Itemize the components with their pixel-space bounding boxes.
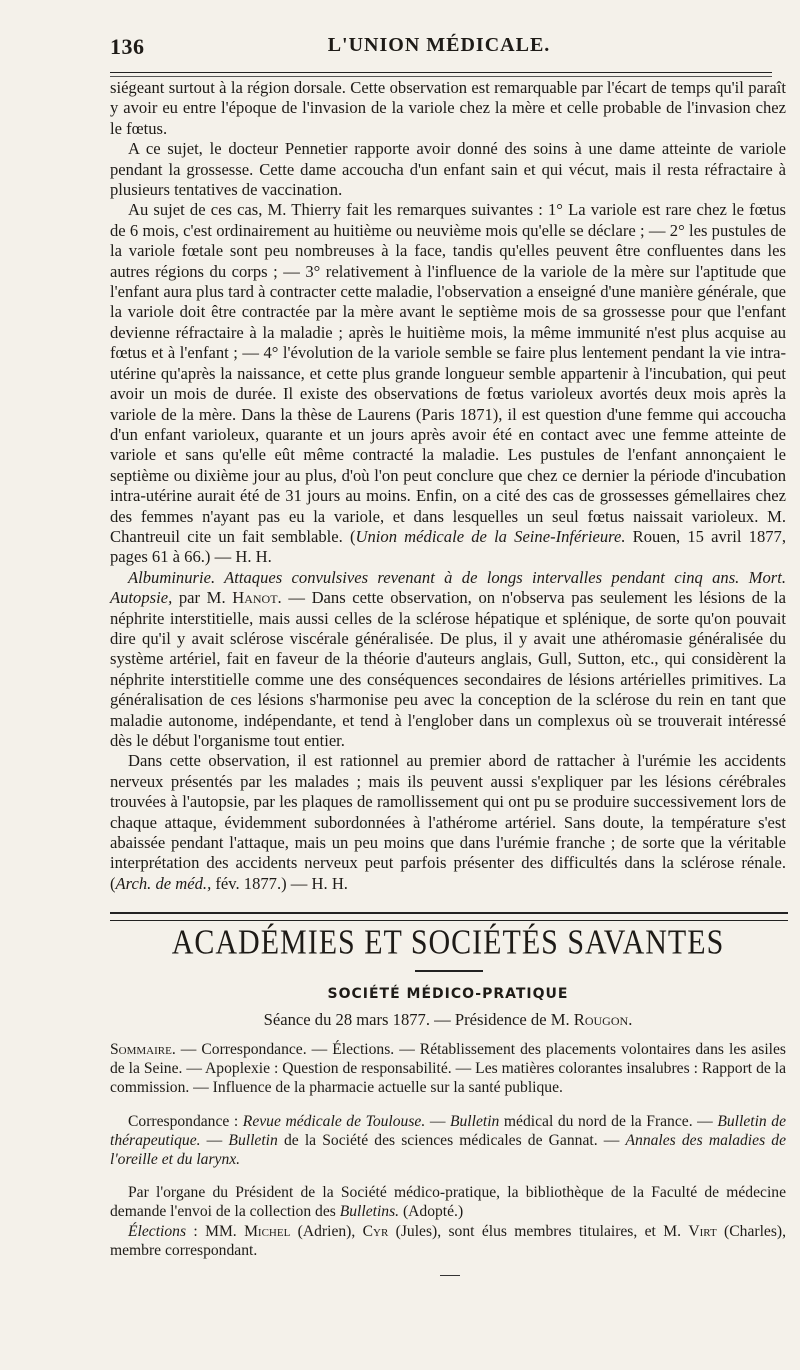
citation: Arch. de méd., [115,873,212,893]
paragraph-text: Par l'organe du Président de la Société médico-pratique, la bibliothèque de la Faculté de médecine demande l'envoi de la collection des [110,1184,786,1221]
corr-item: Bulletin de thérapeutique. [110,1112,787,1149]
header-rule-thin [110,76,772,77]
elections-paragraph [110,1222,786,1260]
sommaire-text: — Correspondance. — Élections. — Rétablissement des placements volontaires dans les asiles de la Seine. — Apoplexie : Question de responsabilité. — Les matières colorantes insalubres : Rapport de la commission. — Influence de la pharmacie actuelle sur la santé publique. [110,1041,786,1097]
section-heading: ACADÉMIES ET SOCIÉTÉS SAVANTES [171,923,725,962]
paragraph [110,200,786,567]
paragraph-text: (Adrien), [290,1222,363,1240]
paragraph [110,751,786,894]
paragraph-text: (Jules), sont élus membres titulaires, et M. [388,1222,689,1240]
paragraph-text: fév. 1877.) — H. H. [211,873,348,893]
paragraph: A ce sujet, le docteur Pennetier rapporte avoir donné des soins à une dame atteinte de variole pendant la grossesse. Cette dame accoucha d'un enfant sain et qui vécut, mais il resta réfractaire à plusieurs tentatives de vaccination. [110,139,786,200]
paragraph-text: Rouen, 15 avril 1877, pages 61 à 66.) — H. H. [110,526,786,567]
elections-label: Élections [128,1222,187,1240]
sommaire-label: Sommaire. [110,1041,176,1058]
end-dash [440,1275,460,1276]
corr-sep: — [200,1131,229,1149]
paragraph-text: Dans cette observation, il est rationnel au premier abord de rattacher à l'urémie les accidents nerveux présentés par les malades ; mais ils peuvent aussi s'expliquer par les lésions cérébrales trouvées à l'autopsie, par les plaques de ramollissement qui ont pu se produire successivement lors de chaque attaque, évidemment subordonnées à l'athérome artériel. Sans doute, la température s'est abaissée pendant l'attaque, mais un peu moins que dans l'urémie franche ; de sorte que la véritable interprétation des accidents nerveux peut parfois présenter des difficultés dans la sclérose rénale. ( [110,751,786,893]
sommaire [110,1040,786,1098]
paragraph-text: Au sujet de ces cas, M. Thierry fait les remarques suivantes : 1° La variole est rare chez le fœtus de 6 mois, c'est ordinairement au huitième ou neuvième mois qu'elle se déclare ; — 2° les pustules de la variole fœtale sont peu nombreuses à la face, tandis qu'elles peuvent être confluentes dans les autres régions du corps ; — 3° relativement à l'influence de la variole de la mère sur l'aptitude que l'enfant aura plus tard à contracter cette maladie, l'observation a enseigné d'une manière générale, que la variole doit être contractée par la mère avant le septième mois de sa grossesse pour que l'enfant devienne réfractaire à la maladie ; après le huitième mois, la même immunité n'est plus acquise au fœtus et à l'enfant ; — 4° l'évolution de la variole semble se faire plus lentement pendant la vie intra-utérine qu'après la naissance, et cette plus grande longueur semble appartenir à l'incubation, qui peut avoir un mois de durée. Il existe des observations de fœtus varioleux avortés deux mois après la variole de la mère. Dans la thèse de Laurens (Paris 1871), il est question d'une femme qui accoucha d'un enfant varioleux, quarante et un jours après avoir été en contact avec une femme atteinte de variole et sans qu'elle eût même contracté la maladie. Les pustules de l'enfant annonçaient le septième ou dixième jour au plus, d'où l'on peut conclure que chez ce dernier la période d'incubation intra-utérine aurait été de 31 jours au moins. Enfin, on a cité des cas de grossesses gémellaires chez des femmes n'ayant pas eu la variole, et dans lesquelles un seul fœtus naissait varioleux. M. Chantreuil cite un fait semblable. ( [110,200,786,546]
author-name: Hanot [232,588,278,608]
paragraph-text: par M. [172,588,233,608]
paragraph-text: . — Dans cette observation, on n'observa pas seulement les lésions de la néphrite interstitielle, mais aussi celles de la sclérose hépatique et splénique, de sorte qu'on pouvait dire qu'il y avait sclérose viscérale généralisée. De plus, il y avait une athéromasie généralisée du système artériel, fait en faveur de la théorie d'auteurs anglais, Gull, Sutton, etc., qui considèrent la néphrite interstitielle comme une des conséquences secondaires de lésions artérielles primitives. La généralisation de ces lésions s'harmonise peu avec la conception de la sclérose du rein en tant que maladie autonome, indépendante, et tend à l'englober dans un complexus où se trouverait intéressé dès le début l'organisme tout entier. [110,588,786,750]
society-name: SOCIÉTÉ MÉDICO-PRATIQUE [327,986,569,1002]
page-number: 136 [110,34,145,59]
minutes-body [110,1040,786,1260]
correspondance [110,1112,786,1170]
article-title: Albuminurie. Attaques convulsives revenant à de longs intervalles pendant cinq ans. Mort. Autopsie, [110,567,786,608]
running-head [110,34,768,64]
short-rule [415,970,483,972]
bulletins-italic: Bulletins. [339,1203,400,1221]
corr-item: Revue médicale de Toulouse. [242,1112,426,1130]
section-rule [110,912,788,921]
president-name: Rougon [573,1010,629,1029]
member-name: Cyr [362,1222,389,1240]
paragraph: siégeant surtout à la région dorsale. Cette observation est remarquable par l'écart de temps qu'il paraît y avoir eu entre l'époque de l'invasion de la variole chez la mère et celle probable de l'invasion chez le fœtus. [110,78,786,138]
corr-label: Correspondance : [128,1112,243,1130]
paragraph-text: (Adopté.) [399,1203,464,1221]
header-rule [110,72,772,73]
paragraph-text: : MM. [186,1222,245,1240]
paragraph [110,568,786,752]
corr-sep: — [425,1112,450,1130]
corr-text: de la Société des sciences médicales de Gannat. — [277,1131,626,1149]
journal-title: L'UNION MÉDICALE. [327,34,551,56]
organe-paragraph [110,1183,786,1221]
corr-item: Bulletin [228,1131,278,1149]
corr-item: Bulletin [449,1112,500,1130]
paragraph-text: (Charles), membre correspondant. [110,1222,786,1259]
article-body [110,78,786,894]
member-name: Virt [688,1222,717,1240]
corr-item: Annales des maladies de l'oreille et du larynx. [110,1131,787,1169]
citation: Union médicale de la Seine-Inférieure. [355,526,626,546]
corr-text: médical du nord de la France. — [499,1112,718,1130]
seance-text: . [628,1010,633,1029]
seance-line [110,1010,786,1030]
seance-text: Séance du 28 mars 1877. — Présidence de M. [263,1010,574,1029]
member-name: Michel [244,1222,291,1240]
